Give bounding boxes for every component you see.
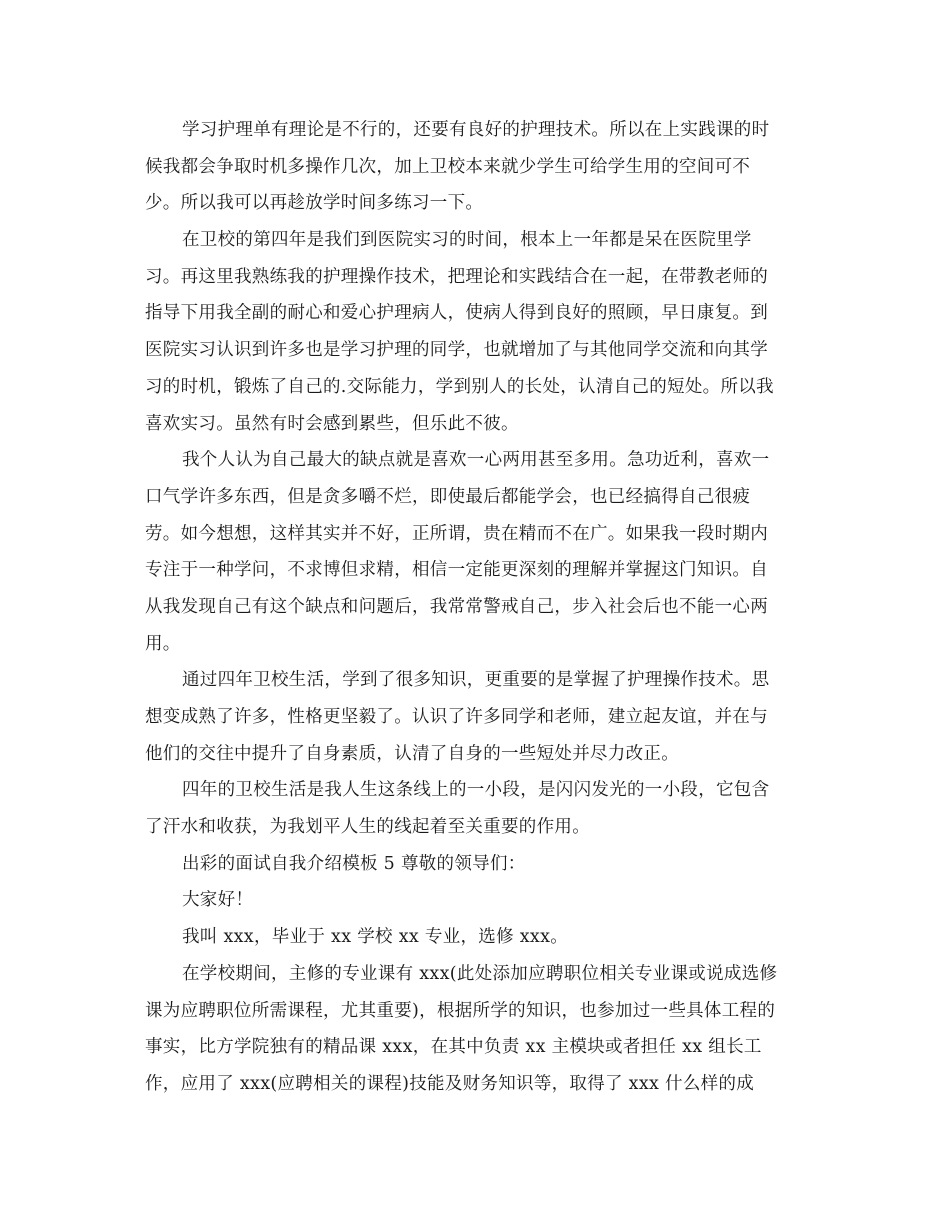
text-line: 四年的卫校生活是我人生这条线上的一小段，是闪闪发光的一小段，它包含 — [182, 780, 770, 801]
text-line: 了汗水和收获，为我划平人生的线起着至关重要的作用。 — [145, 817, 590, 838]
text-line: 作，应用了 xxx(应聘相关的课程)技能及财务知识等，取得了 xxx 什么样的成 — [145, 1073, 755, 1094]
text-line: 在学校期间，主修的专业课有 xxx(此处添加应聘职位相关专业课或说成选修 — [182, 963, 778, 984]
text-line: 喜欢实习。虽然有时会感到累些，但乐此不彼。 — [145, 413, 519, 434]
document-body — [145, 112, 810, 1103]
text-line: 指导下用我全副的耐心和爱心护理病人，使病人得到良好的照顾，早日康复。到 — [145, 303, 768, 324]
text-line: 习。再这里我熟练我的护理操作技术，把理论和实践结合在一起，在带教老师的 — [145, 266, 768, 287]
text-line: 在卫校的第四年是我们到医院实习的时间，根本上一年都是呆在医院里学 — [182, 230, 752, 251]
text-line: 口气学许多东西，但是贪多嚼不烂，即使最后都能学会，也已经搞得自己很疲 — [145, 486, 751, 507]
text-line: 我个人认为自己最大的缺点就是喜欢一心两用甚至多用。急功近利，喜欢一 — [182, 450, 770, 471]
text-line: 想变成熟了许多，性格更坚毅了。认识了许多同学和老师，建立起友谊，并在与 — [145, 707, 768, 727]
text-line: 习的时机，锻炼了自己的.交际能力，学到别人的长处，认清自己的短处。所以我 — [145, 376, 774, 397]
text-line: 从我发现自己有这个缺点和问题后，我常常警戒自己，步入社会后也不能一心两 — [145, 596, 768, 617]
text-line: 用。 — [145, 633, 181, 654]
text-line: 医院实习认识到许多也是学习护理的同学，也就增加了与其他同学交流和向其学 — [145, 340, 768, 361]
text-line: 通过四年卫校生活，学到了很多知识，更重要的是掌握了护理操作技术。思 — [182, 670, 770, 691]
text-line: 他们的交往中提升了自身素质，认清了自身的一些短处并尽力改正。 — [145, 743, 679, 764]
text-line: 学习护理单有理论是不行的，还要有良好的护理技术。所以在上实践课的时 — [182, 120, 770, 140]
text-line: 我叫 xxx，毕业于 xx 学校 xx 专业，选修 xxx。 — [182, 927, 569, 948]
text-line: 劳。如今想想，这样其实并不好，正所谓，贵在精而不在广。如果我一段时期内 — [145, 523, 768, 544]
text-line: 出彩的面试自我介绍模板 5 尊敬的领导们： — [182, 853, 526, 874]
text-line: 课为应聘职位所需课程，尤其重要)，根据所学的知识，也参加过一些具体工程的 — [145, 1000, 776, 1021]
text-line: 少。所以我可以再趁放学时间多练习一下。 — [145, 193, 484, 214]
text-line: 专注于一种学问，不求博但求精，相信一定能更深刻的理解并掌握这门知识。自 — [145, 560, 768, 581]
text-line: 大家好！ — [182, 890, 254, 911]
text-line: 事实，比方学院独有的精品课 xxx，在其中负责 xx 主模块或者担任 xx 组长工 — [145, 1037, 762, 1058]
text-line: 候我都会争取时机多操作几次，加上卫校本来就少学生可给学生用的空间可不 — [145, 156, 751, 177]
